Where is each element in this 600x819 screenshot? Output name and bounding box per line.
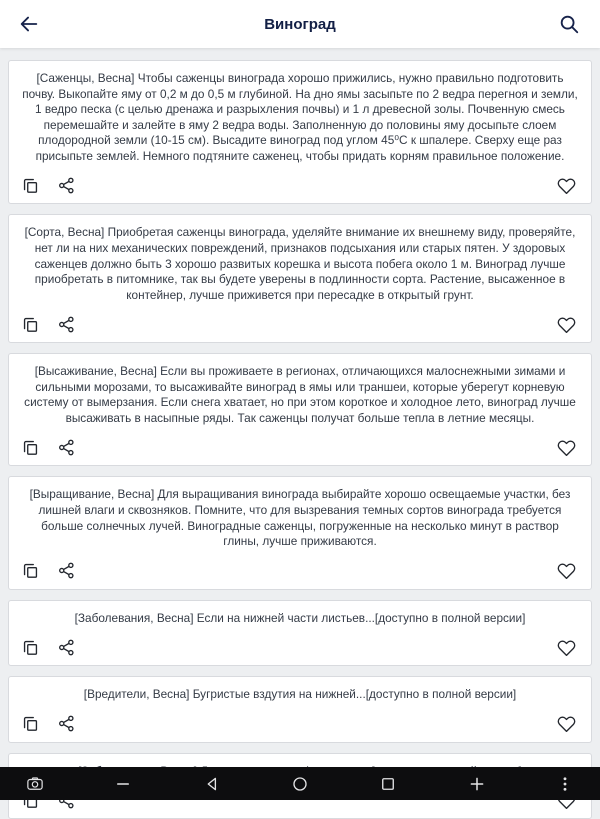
menu-button[interactable]	[554, 773, 576, 795]
copy-icon	[21, 315, 40, 334]
share-button[interactable]	[57, 175, 77, 195]
search-button[interactable]	[558, 12, 582, 36]
copy-button[interactable]	[21, 175, 41, 195]
share-icon	[57, 561, 76, 580]
card-actions	[19, 173, 581, 199]
card-actions	[19, 312, 581, 338]
share-button[interactable]	[57, 561, 77, 581]
share-button[interactable]	[57, 314, 77, 334]
back-button[interactable]	[18, 12, 42, 36]
plus-icon	[468, 775, 486, 793]
tip-card	[8, 60, 592, 204]
share-button[interactable]	[57, 714, 77, 734]
copy-button[interactable]	[21, 561, 41, 581]
share-icon	[57, 315, 76, 334]
card-actions	[19, 559, 581, 585]
share-icon	[57, 438, 76, 457]
card-actions	[19, 435, 581, 461]
card-actions	[19, 635, 581, 661]
plus-button[interactable]	[466, 773, 488, 795]
copy-button[interactable]	[21, 437, 41, 457]
heart-icon	[557, 638, 576, 657]
page-title: Виноград	[264, 15, 336, 33]
share-icon	[57, 176, 76, 195]
heart-icon	[557, 714, 576, 733]
copy-button[interactable]	[21, 637, 41, 657]
minimize-icon	[114, 775, 132, 793]
favorite-button[interactable]	[557, 437, 577, 457]
tip-card	[8, 476, 592, 589]
favorite-button[interactable]	[557, 637, 577, 657]
recents-square-icon	[379, 775, 397, 793]
copy-button[interactable]	[21, 714, 41, 734]
tip-card	[8, 600, 592, 667]
heart-icon	[557, 176, 576, 195]
home-circle-icon	[291, 775, 309, 793]
heart-icon	[557, 561, 576, 580]
back-triangle-icon	[203, 775, 221, 793]
tip-text: [Сорта, Весна] Приобретая саженцы винограда, уделяйте внимание их внешнему виду, проверяйте, нет ли на них механических повреждений, признаков подсыхания или старых пятен. У здоровых саженцев должно быть 3 хорошо развитых корешка и высота побега около 1 м. Виноград лучше приобретать в питомнике, так вы будете уверены в подлинности сорта. Растение, высаженное в контейнер, лучше приживется при пересадке в открытый грунт.	[24, 225, 576, 302]
share-button[interactable]	[57, 437, 77, 457]
tip-text: [Высаживание, Весна] Если вы проживаете в регионах, отличающихся малоснежными зимами и сильными морозами, то высаживайте виноград в ямы или траншеи, которые уберегут корневую систему от вымерзания. Если снега хватает, но при этом короткое и холодное лето, виноград лучше высаживать в насыпные ряды. Так саженцы получат больше тепла в летние месяцы.	[24, 364, 576, 425]
copy-icon	[21, 638, 40, 657]
copy-icon	[21, 176, 40, 195]
heart-icon	[557, 315, 576, 334]
app-bar	[0, 0, 600, 48]
favorite-button[interactable]	[557, 714, 577, 734]
share-icon	[57, 714, 76, 733]
screenshot-button[interactable]	[24, 773, 46, 795]
tip-card	[8, 676, 592, 743]
tip-text: [Заболевания, Весна] Если на нижней части листьев...[доступно в полной версии]	[74, 610, 526, 625]
share-button[interactable]	[57, 637, 77, 657]
copy-icon	[21, 438, 40, 457]
share-icon	[57, 638, 76, 657]
tip-text: [Вредители, Весна] Бугристые вздутия на нижней...[доступно в полной версии]	[83, 687, 517, 702]
tip-card	[8, 214, 592, 343]
recents-button[interactable]	[377, 773, 399, 795]
tip-text: [Выращивание, Весна] Для выращивания винограда выбирайте хорошо освещаемые участки, без лишней влаги и сквозняков. Помните, что для вызревания темных сортов винограда требуется больше солнечных лучей. Виноградные саженцы, погруженные на несколько минут в раствор глины, лучше приживаются.	[29, 487, 571, 549]
home-button[interactable]	[289, 773, 311, 795]
heart-icon	[557, 438, 576, 457]
copy-icon	[21, 561, 40, 580]
card-actions	[19, 712, 581, 738]
tip-card-list	[0, 48, 600, 768]
minimize-button[interactable]	[112, 773, 134, 795]
tip-card	[8, 353, 592, 466]
screenshot-camera-icon	[26, 775, 44, 793]
copy-icon	[21, 714, 40, 733]
nav-back-button[interactable]	[201, 773, 223, 795]
copy-button[interactable]	[21, 314, 41, 334]
favorite-button[interactable]	[557, 175, 577, 195]
tip-text: [Саженцы, Весна] Чтобы саженцы винограда хорошо прижились, нужно правильно подготовить почву. Выкопайте яму от 0,2 м до 0,5 м глубиной. На дно ямы засыпьте по 2 ведра перегноя и земли, 1 ведро песка (с целью дренажа и разрыхления почвы) и 1 л древесной золы. Почвенную смесь перемешайте и залейте в яму 2 ведра воды. Заполненную до половины яму досыпьте слоем плодородной земли (10-15 см). Высадите виноград под углом 45⁰С к шпалере. Сверху еще раз присыпьте землей. Немного подтяните саженец, чтобы придать корням правильное положение.	[22, 71, 578, 163]
favorite-button[interactable]	[557, 314, 577, 334]
system-nav-bar	[0, 767, 600, 800]
menu-dots-icon	[556, 775, 574, 793]
favorite-button[interactable]	[557, 561, 577, 581]
